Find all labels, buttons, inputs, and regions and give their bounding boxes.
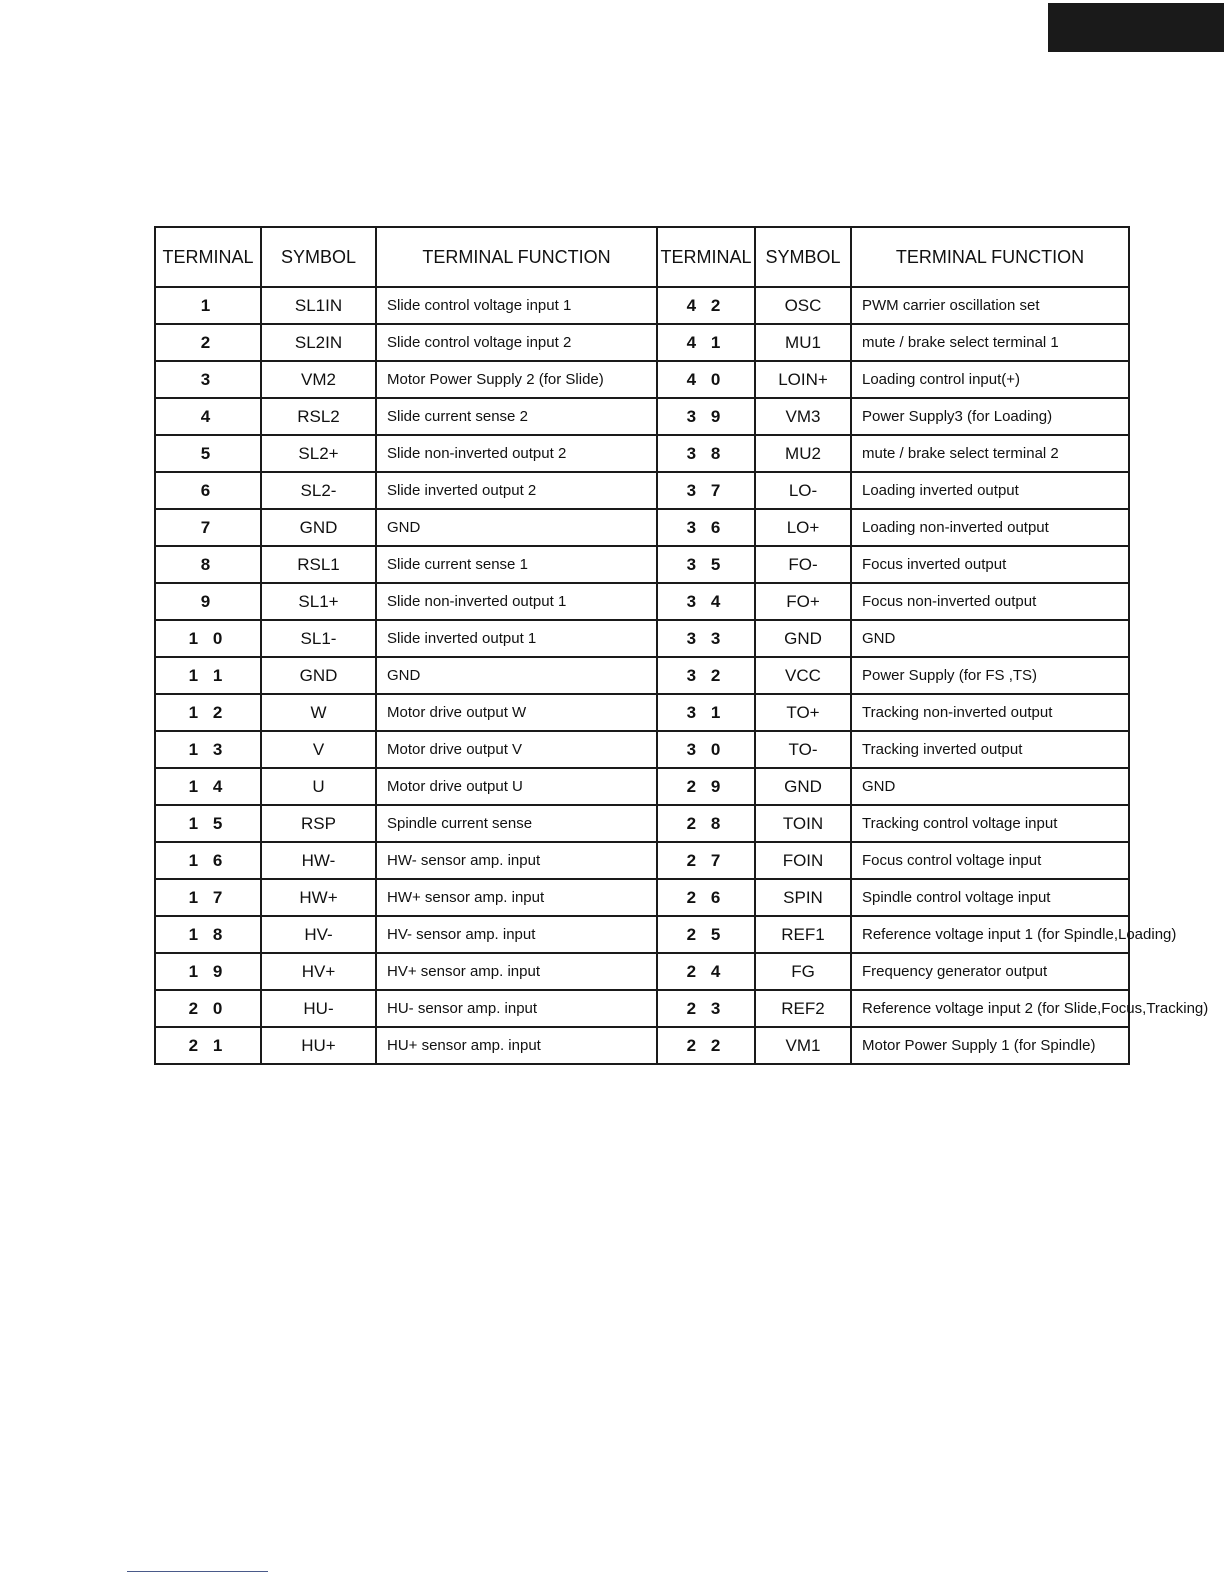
header-function-right: TERMINAL FUNCTION [851,227,1129,287]
cell-symbol-right: SPIN [755,879,851,916]
cell-symbol-left: SL2IN [261,324,376,361]
cell-terminal-right: 2 5 [657,916,755,953]
cell-function-right: Loading non-inverted output [851,509,1129,546]
cell-symbol-left: SL1+ [261,583,376,620]
cell-function-left: Motor drive output W [376,694,657,731]
cell-terminal-left: 1 6 [155,842,261,879]
cell-symbol-left: RSP [261,805,376,842]
cell-symbol-left: VM2 [261,361,376,398]
table-row [155,842,1129,879]
cell-terminal-left: 1 9 [155,953,261,990]
cell-symbol-right: TO- [755,731,851,768]
cell-symbol-right: TO+ [755,694,851,731]
table-row [155,916,1129,953]
cell-terminal-left: 2 0 [155,990,261,1027]
cell-symbol-left: RSL1 [261,546,376,583]
table-row [155,731,1129,768]
table-row [155,583,1129,620]
cell-function-left: Motor Power Supply 2 (for Slide) [376,361,657,398]
table-row [155,1027,1129,1064]
cell-terminal-right: 2 7 [657,842,755,879]
header-symbol-right: SYMBOL [755,227,851,287]
cell-symbol-left: HW+ [261,879,376,916]
cell-terminal-left: 1 5 [155,805,261,842]
cell-symbol-left: HV+ [261,953,376,990]
cell-symbol-left: HU- [261,990,376,1027]
table-row [155,805,1129,842]
table-row [155,879,1129,916]
cell-symbol-right: MU1 [755,324,851,361]
cell-function-right: Motor Power Supply 1 (for Spindle) [851,1027,1129,1064]
cell-terminal-left: 7 [155,509,261,546]
cell-function-right: Loading inverted output [851,472,1129,509]
cell-terminal-left: 1 0 [155,620,261,657]
cell-terminal-right: 2 6 [657,879,755,916]
cell-terminal-right: 4 0 [657,361,755,398]
table-row [155,324,1129,361]
cell-terminal-right: 3 7 [657,472,755,509]
table-row [155,768,1129,805]
cell-terminal-right: 2 8 [657,805,755,842]
cell-function-left: Motor drive output U [376,768,657,805]
table-row [155,694,1129,731]
cell-function-right: Tracking control voltage input [851,805,1129,842]
table-row [155,361,1129,398]
cell-terminal-right: 3 0 [657,731,755,768]
cell-function-right: Tracking inverted output [851,731,1129,768]
cell-function-right: Reference voltage input 2 (for Slide,Focus,Tracking) [851,990,1129,1027]
cell-symbol-left: GND [261,509,376,546]
terminal-table [154,226,1209,1065]
cell-symbol-right: LOIN+ [755,361,851,398]
header-function-left: TERMINAL FUNCTION [376,227,657,287]
cell-symbol-right: VM3 [755,398,851,435]
cell-function-right: Focus inverted output [851,546,1129,583]
cell-symbol-right: VCC [755,657,851,694]
cell-terminal-left: 9 [155,583,261,620]
table-row [155,509,1129,546]
cell-function-left: Slide non-inverted output 1 [376,583,657,620]
cell-function-right: PWM carrier oscillation set [851,287,1129,324]
cell-terminal-right: 3 6 [657,509,755,546]
cell-symbol-left: SL1- [261,620,376,657]
table-row [155,953,1129,990]
cell-terminal-right: 3 5 [657,546,755,583]
cell-function-left: Slide current sense 1 [376,546,657,583]
cell-symbol-right: FG [755,953,851,990]
cell-terminal-right: 3 9 [657,398,755,435]
cell-terminal-left: 1 2 [155,694,261,731]
cell-terminal-right: 2 9 [657,768,755,805]
cell-function-right: Focus non-inverted output [851,583,1129,620]
cell-function-left: HV- sensor amp. input [376,916,657,953]
cell-function-right: Power Supply (for FS ,TS) [851,657,1129,694]
cell-function-left: Slide control voltage input 1 [376,287,657,324]
cell-symbol-left: SL2+ [261,435,376,472]
cell-symbol-left: HV- [261,916,376,953]
cell-symbol-left: U [261,768,376,805]
cell-terminal-right: 3 3 [657,620,755,657]
cell-symbol-right: LO- [755,472,851,509]
cell-terminal-left: 3 [155,361,261,398]
cell-function-left: Motor drive output V [376,731,657,768]
cell-terminal-right: 3 4 [657,583,755,620]
cell-function-left: Slide non-inverted output 2 [376,435,657,472]
header-symbol-left: SYMBOL [261,227,376,287]
cell-symbol-right: FOIN [755,842,851,879]
cell-symbol-left: SL2- [261,472,376,509]
header-terminal-right: TERMINAL [657,227,755,287]
cell-symbol-left: HW- [261,842,376,879]
cell-function-right: Spindle control voltage input [851,879,1129,916]
cell-function-right: GND [851,620,1129,657]
cell-symbol-right: FO- [755,546,851,583]
cell-symbol-right: MU2 [755,435,851,472]
table-row [155,657,1129,694]
cell-function-left: GND [376,509,657,546]
cell-function-left: HW+ sensor amp. input [376,879,657,916]
bottom-divider [127,1571,268,1572]
cell-terminal-left: 5 [155,435,261,472]
cell-function-right: Power Supply3 (for Loading) [851,398,1129,435]
table-row [155,990,1129,1027]
cell-terminal-right: 4 2 [657,287,755,324]
cell-function-right: Loading control input(+) [851,361,1129,398]
cell-function-right: Focus control voltage input [851,842,1129,879]
cell-function-right: Tracking non-inverted output [851,694,1129,731]
table-row [155,546,1129,583]
cell-terminal-left: 6 [155,472,261,509]
cell-function-right: mute / brake select terminal 1 [851,324,1129,361]
cell-symbol-right: REF2 [755,990,851,1027]
cell-symbol-right: FO+ [755,583,851,620]
cell-symbol-left: GND [261,657,376,694]
cell-symbol-left: HU+ [261,1027,376,1064]
cell-symbol-right: LO+ [755,509,851,546]
table-row [155,472,1129,509]
cell-terminal-left: 4 [155,398,261,435]
cell-function-right: GND [851,768,1129,805]
cell-function-left: GND [376,657,657,694]
cell-symbol-left: SL1IN [261,287,376,324]
cell-terminal-right: 2 2 [657,1027,755,1064]
cell-function-left: HU- sensor amp. input [376,990,657,1027]
table-row [155,398,1129,435]
cell-function-left: HV+ sensor amp. input [376,953,657,990]
header-terminal-left: TERMINAL [155,227,261,287]
cell-function-left: HW- sensor amp. input [376,842,657,879]
cell-function-right: Frequency generator output [851,953,1129,990]
cell-function-right: Reference voltage input 1 (for Spindle,Loading) [851,916,1129,953]
cell-terminal-left: 1 8 [155,916,261,953]
table-header-row [155,227,1129,287]
cell-terminal-left: 2 [155,324,261,361]
cell-symbol-right: GND [755,768,851,805]
cell-terminal-left: 1 1 [155,657,261,694]
cell-symbol-right: VM1 [755,1027,851,1064]
cell-symbol-left: V [261,731,376,768]
cell-terminal-left: 2 1 [155,1027,261,1064]
cell-terminal-right: 4 1 [657,324,755,361]
table-row [155,620,1129,657]
table-row [155,287,1129,324]
cell-function-left: Slide inverted output 2 [376,472,657,509]
cell-terminal-right: 2 4 [657,953,755,990]
cell-function-left: Spindle current sense [376,805,657,842]
cell-terminal-right: 3 8 [657,435,755,472]
cell-function-left: HU+ sensor amp. input [376,1027,657,1064]
cell-terminal-left: 1 [155,287,261,324]
cell-function-left: Slide current sense 2 [376,398,657,435]
cell-terminal-right: 3 1 [657,694,755,731]
cell-function-left: Slide inverted output 1 [376,620,657,657]
cell-symbol-right: GND [755,620,851,657]
cell-function-left: Slide control voltage input 2 [376,324,657,361]
cell-terminal-left: 8 [155,546,261,583]
cell-symbol-left: RSL2 [261,398,376,435]
cell-symbol-right: TOIN [755,805,851,842]
cell-symbol-left: W [261,694,376,731]
cell-terminal-left: 1 7 [155,879,261,916]
corner-tab [1048,3,1224,52]
cell-terminal-right: 2 3 [657,990,755,1027]
cell-terminal-left: 1 3 [155,731,261,768]
table-row [155,435,1129,472]
cell-symbol-right: OSC [755,287,851,324]
cell-terminal-right: 3 2 [657,657,755,694]
cell-function-right: mute / brake select terminal 2 [851,435,1129,472]
cell-symbol-right: REF1 [755,916,851,953]
cell-terminal-left: 1 4 [155,768,261,805]
